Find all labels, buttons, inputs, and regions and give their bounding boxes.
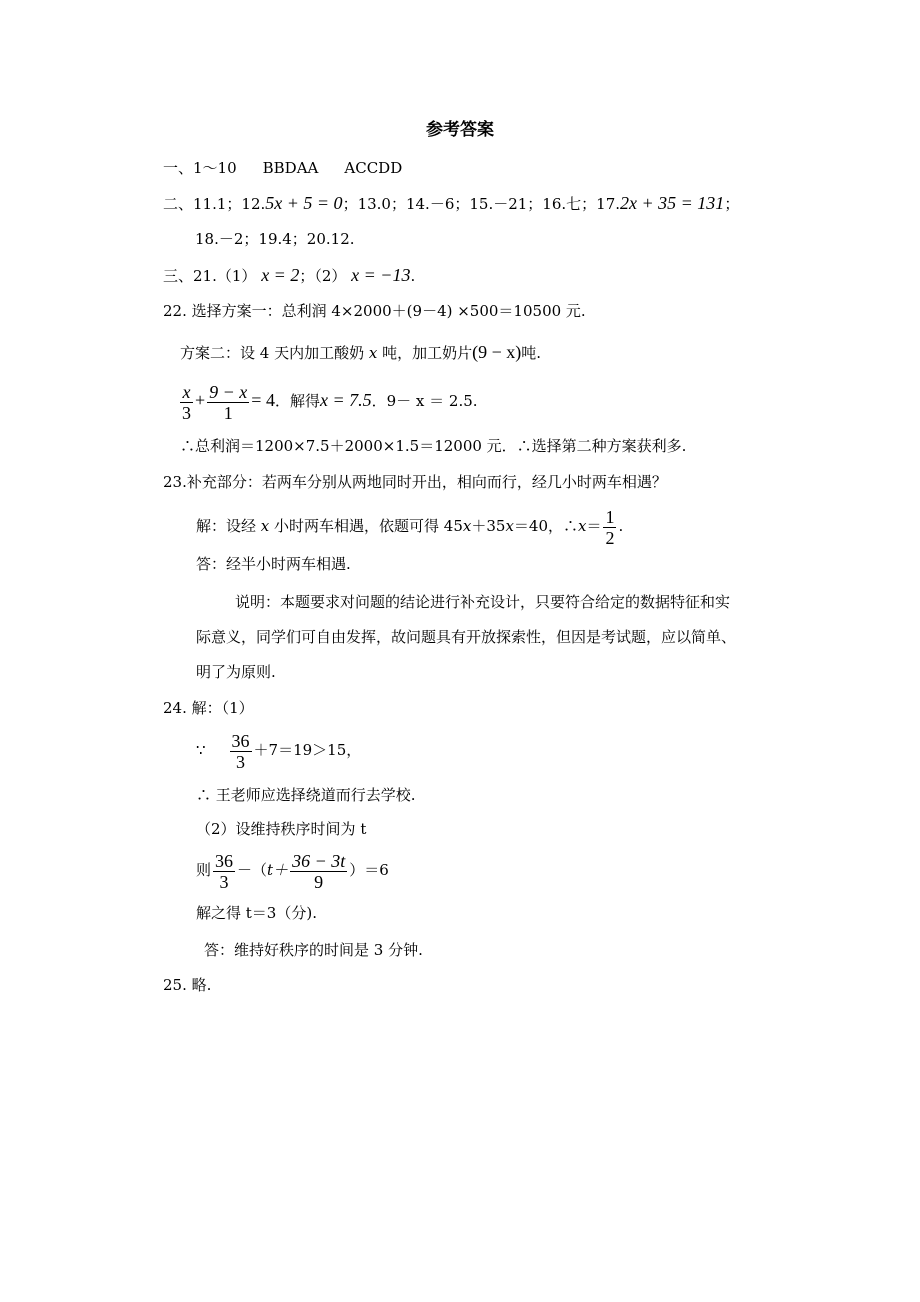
sol-text: ＋35 (471, 517, 506, 535)
frac-num: x (180, 382, 193, 403)
answer-21-1: x = 2 (261, 265, 300, 285)
var-x: x (505, 517, 514, 535)
q24-answer: 答：维持好秩序的时间是 3 分钟. (204, 941, 423, 959)
fraction-36-minus-3t-over-9 (290, 851, 347, 892)
equation-12: 5x + 5 = 0 (265, 193, 343, 213)
section-2-head: 二、11.1；12. (163, 195, 266, 213)
answers-6-10: ACCDD (344, 159, 403, 177)
separator: ； (724, 195, 740, 213)
fraction-9-minus-x-over-1 (207, 382, 249, 423)
q23-solution (196, 502, 623, 550)
because-symbol: ∵ (196, 741, 206, 759)
q23-line-1: 23.补充部分：若两车分别从两地同时开出，相向而行，经几小时两车相遇？ (163, 473, 667, 491)
q24-head: 24. 解：（1） (163, 699, 254, 717)
sol-text: ＝ (586, 517, 602, 535)
frac-num: 36 (231, 730, 250, 751)
q24-solve: 解之得 t＝3（分). (196, 904, 317, 922)
frac-den: 2 (605, 527, 615, 548)
frac-den: 3 (236, 751, 246, 772)
frac-den: 1 (223, 402, 233, 423)
plan2-text-c: 吨. (521, 344, 542, 362)
equation-17: 2x + 35 = 131 (620, 193, 725, 213)
q23-note-2: 际意义，同学们可自由发挥，故问题具有开放探索性，但因是考试题，应以简单、 (196, 628, 737, 646)
section-2-line-2: 18.－2；19.4；20.12. (195, 230, 355, 248)
frac-den: 3 (182, 402, 191, 423)
q22-line-1: 22. 选择方案一：总利润 4×2000＋(9－4) ×500＝10500 元. (163, 302, 586, 320)
section-1-head: 一、1～10 (163, 159, 237, 177)
remaining-amount: ．9－ x ＝ 2.5. (371, 392, 478, 410)
solve-text: ．解得 (274, 392, 320, 410)
q23-note-3: 明了为原则. (196, 663, 276, 681)
var-x: x (368, 344, 378, 362)
frac-num: 36 − 3t (292, 850, 346, 871)
fraction-1-over-2 (603, 507, 616, 548)
page-title: 参考答案 (426, 120, 494, 140)
plus-sign: + (195, 390, 206, 410)
q23-note-1: 说明：本题要求对问题的结论进行补充设计，只要符合给定的数据特征和实 (235, 593, 731, 611)
sol-text: ＝40，∴ (513, 517, 578, 535)
close-paren-equals: ）＝6 (349, 861, 389, 879)
q23-answer: 答：经半小时两车相遇. (196, 555, 351, 573)
frac-num: 9 − x (209, 381, 248, 402)
equals-4: = 4 (251, 390, 275, 410)
answers-1-5: BBDAA (262, 159, 319, 177)
q24-equation (196, 846, 389, 894)
plan2-text: 方案二：设 4 天内加工酸奶 (180, 344, 369, 362)
then-text: 则 (196, 861, 212, 879)
fraction-36-over-3 (230, 731, 252, 772)
minus-paren: －（ (237, 861, 268, 879)
section-3-mid: ；（2） (299, 267, 347, 285)
section-3-head: 三、21.（1） (163, 267, 257, 285)
q24-therefore: ∴ 王老师应选择绕道而行去学校. (196, 786, 416, 804)
var-x: x (578, 517, 587, 535)
answers-13-17: ；13.0；14.－6；15.－21；16.七；17. (342, 195, 621, 213)
sol-text: 小时两车相遇，依题可得 45 (269, 517, 463, 535)
because-tail: ＋7＝19＞15， (253, 741, 362, 759)
fraction-36-over-3 (213, 851, 235, 892)
section-2-line (163, 193, 739, 214)
t-plus: t＋ (267, 861, 289, 879)
var-x: x (260, 517, 270, 535)
fraction-x-over-3 (180, 382, 193, 423)
q24-part-2: （2）设维持秩序时间为 t (196, 820, 367, 838)
frac-den: 3 (219, 871, 229, 892)
q24-because-line (196, 726, 361, 774)
plan2-text-b: 吨，加工奶片 (377, 344, 473, 362)
sol-text: 解：设经 (196, 517, 261, 535)
q25-line: 25. 略. (163, 976, 212, 994)
q22-equation-line (178, 378, 478, 422)
frac-den: 9 (314, 871, 324, 892)
var-x: x (462, 517, 472, 535)
frac-num: 1 (605, 506, 615, 527)
solution-x: x = 7.5 (319, 390, 372, 410)
section-1-line (163, 158, 402, 178)
period: . (618, 517, 624, 535)
answer-21-2: x = −13 (351, 265, 411, 285)
period: . (410, 267, 416, 285)
q22-plan-2 (180, 342, 541, 363)
section-3-line (163, 265, 415, 286)
frac-num: 36 (215, 850, 234, 871)
plan2-expression: (9 − x) (472, 342, 522, 362)
q22-conclusion: ∴总利润＝1200×7.5＋2000×1.5＝12000 元．∴选择第二种方案获利多. (180, 437, 687, 455)
